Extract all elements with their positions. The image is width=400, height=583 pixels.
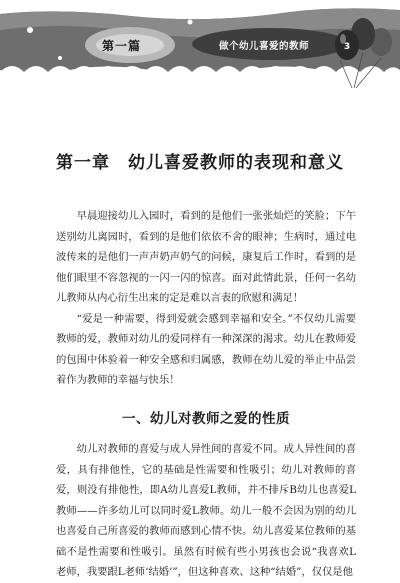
paragraph: “爱是一种需要，得到爱就会感到幸福和安全。”不仅幼儿需要教师的爱，教师对幼儿的爱同样有一种深深的渴求。幼儿在教师爱的包围中体验着一种安全感和归属感，教师在幼儿爱的举止中品尝着作为教师的幸福与快乐！	[56, 312, 356, 386]
body-text	[56, 206, 356, 583]
page-number: 3	[343, 42, 351, 52]
cloud-ornament-icon	[0, 0, 400, 95]
part-label: 第一篇	[102, 39, 142, 53]
paragraph: 幼儿对教师的喜爱与成人异性间的喜爱不同。成人异性间的喜爱，具有排他性，它的基础是性需要和性吸引；幼儿对教师的喜爱，则没有排他性，即A幼儿喜爱L教师，并不排斥B幼儿也喜爱L教师——许多幼儿可以同时爱L教师。幼儿一般不会因为别的幼儿也喜爱自己所喜爱的教师而感到心情不快。幼儿喜爱某位教师的基础不是性需要和性吸引。虽然有时候有些小男孩也会说“我喜欢L老师，我要跟L老师‘结婚’”，但这种喜欢、这种“结婚”，仅仅是他	[56, 443, 356, 578]
book-title: 做个幼儿喜爱的教师	[219, 41, 310, 52]
section-heading: 一、幼儿对教师之爱的性质	[122, 410, 290, 427]
chapter-title: 第一章 幼儿喜爱教师的表现和意义	[56, 153, 344, 173]
paragraph: 早晨迎接幼儿入园时，看到的是他们一张张灿烂的笑脸；下午送别幼儿离园时，看到的是他们依依不舍的眼神；生病时，通过电波传来的是他们一声声奶声奶气的问候，康复后工作时，看到的是他们眼里不容忽视的一闪一闪的惊喜。面对此情此景，任何一名幼儿教师从内心衍生出来的定是难以言表的欣慰和满足！	[56, 210, 356, 304]
page-header	[0, 0, 400, 95]
